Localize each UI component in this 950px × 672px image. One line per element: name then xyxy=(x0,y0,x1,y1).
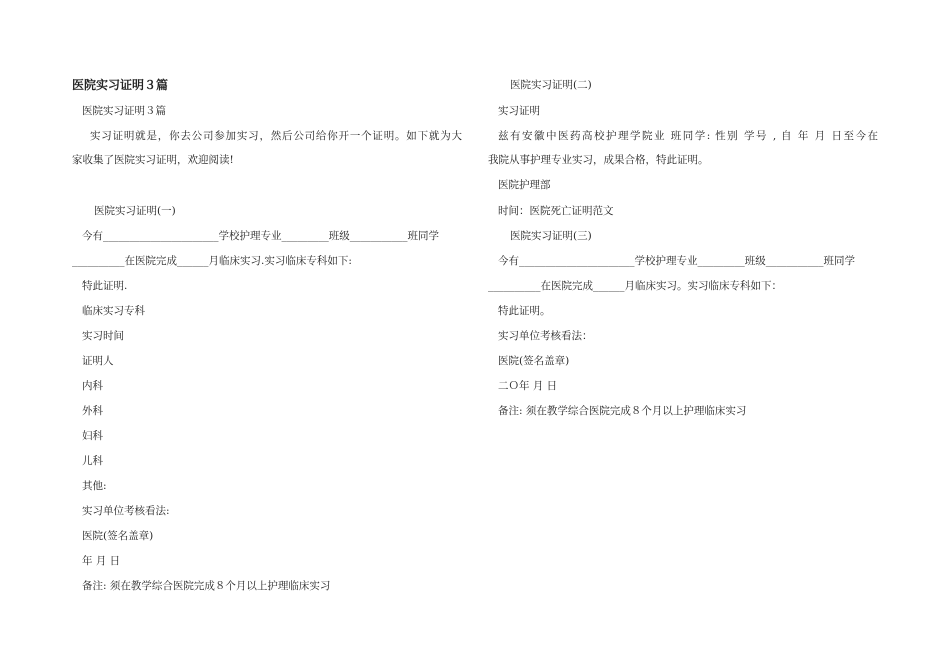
certificate-line-1: 兹有安徽中医药高校护理学院业 班同学: 性别 学号 , 自 年 月 日至今在 xyxy=(498,130,878,142)
section-1-heading: 医院实习证明(一) xyxy=(94,205,176,217)
list-item: 实习单位考核看法: xyxy=(82,505,170,517)
intro-line-1: 实习证明就是，你去公司参加实习，然后公司给你开一个证明。如下就为大 xyxy=(90,130,462,142)
list-item: 实习时间 xyxy=(82,330,124,342)
form-line-1: 今有______________________学校护理专业_________班级___________班同学 xyxy=(82,230,439,242)
list-item: 外科 xyxy=(82,405,103,417)
form-line-2: __________在医院完成______月临床实习。实习临床专科如下： xyxy=(488,280,782,292)
list-item: 特此证明。 xyxy=(498,305,551,317)
form-line-2: __________在医院完成______月临床实习.实习临床专科如下: xyxy=(72,255,352,267)
list-item: 实习单位考核看法： xyxy=(498,330,593,342)
time-line: 时间：医院死亡证明范文 xyxy=(498,205,614,217)
certificate-label: 实习证明 xyxy=(498,105,540,117)
department: 医院护理部 xyxy=(498,179,551,191)
list-item: 医院(签名盖章) xyxy=(82,530,154,542)
list-item: 妇科 xyxy=(82,430,103,442)
list-item: 临床实习专科 xyxy=(82,305,145,317)
section-2-heading: 医院实习证明(二) xyxy=(510,79,592,91)
list-item: 其他: xyxy=(82,480,107,492)
list-item: 儿科 xyxy=(82,455,103,467)
list-item: 备注: 须在教学综合医院完成８个月以上护理临床实习 xyxy=(82,580,331,592)
document-title: 医院实习证明３篇 xyxy=(72,78,169,92)
section-3-heading: 医院实习证明(三) xyxy=(510,230,592,242)
intro-line-2: 家收集了医院实习证明，欢迎阅读! xyxy=(72,154,234,166)
list-item: 特此证明. xyxy=(82,280,128,292)
list-item: 证明人 xyxy=(82,355,114,367)
list-item: 内科 xyxy=(82,380,103,392)
list-item: 年 月 日 xyxy=(82,555,121,567)
certificate-line-2: 我院从事护理专业实习，成果合格，特此证明。 xyxy=(488,154,709,166)
list-item: 二Ｏ年 月 日 xyxy=(498,380,558,392)
form-line-1: 今有______________________学校护理专业_________班级___________班同学 xyxy=(498,255,855,267)
document-subtitle: 医院实习证明３篇 xyxy=(82,105,166,117)
list-item: 备注: 须在教学综合医院完成８个月以上护理临床实习 xyxy=(498,405,747,417)
list-item: 医院(签名盖章) xyxy=(498,355,570,367)
